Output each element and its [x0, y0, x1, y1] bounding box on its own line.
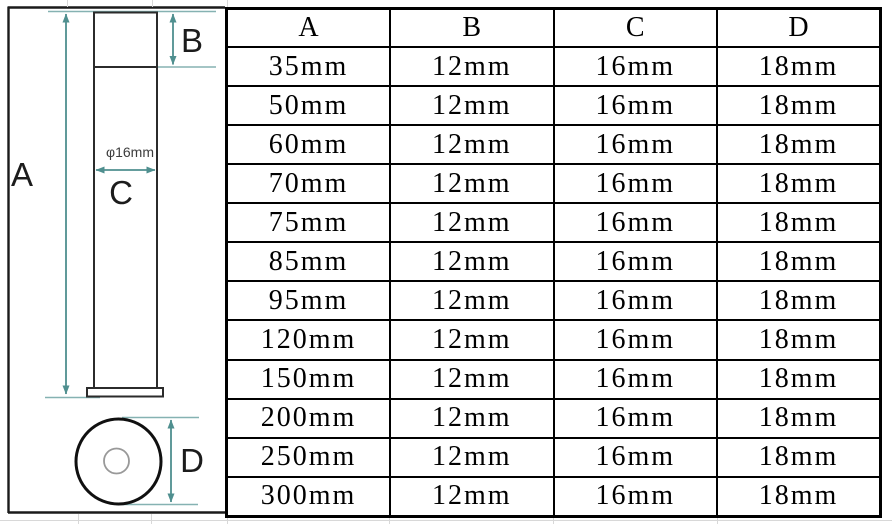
table-cell: 12mm [390, 399, 554, 438]
table-cell: 16mm [554, 477, 718, 517]
table-cell: 18mm [717, 242, 881, 281]
table-cell: 18mm [717, 164, 881, 203]
gridline-stub [227, 0, 228, 7]
table-cell: 50mm [227, 86, 391, 125]
table-cell: 12mm [390, 281, 554, 320]
header-row [227, 9, 881, 48]
table-row [227, 164, 881, 203]
table-cell: 95mm [227, 281, 391, 320]
table-cell: 12mm [390, 86, 554, 125]
gridline-stub [78, 514, 79, 524]
table-cell: 200mm [227, 399, 391, 438]
column-header-c: C [554, 9, 718, 48]
base-flange [87, 388, 163, 397]
table-cell: 12mm [390, 320, 554, 359]
table-cell: 12mm [390, 164, 554, 203]
table-cell: 16mm [554, 125, 718, 164]
column-header-d: D [717, 9, 881, 48]
table-cell: 12mm [390, 242, 554, 281]
table-cell: 12mm [390, 203, 554, 242]
table-row [227, 360, 881, 399]
table-row [227, 399, 881, 438]
gridline-bottom-horizontal [0, 520, 892, 521]
table-cell: 16mm [554, 242, 718, 281]
table-row [227, 47, 881, 86]
table-cell: 18mm [717, 281, 881, 320]
table-row [227, 281, 881, 320]
table-cell: 16mm [554, 320, 718, 359]
table-cell: 16mm [554, 203, 718, 242]
table-cell: 75mm [227, 203, 391, 242]
gridline-stub [152, 0, 153, 7]
table-cell: 16mm [554, 86, 718, 125]
table-row [227, 125, 881, 164]
dimension-label-b: B [180, 22, 204, 59]
table-cell: 16mm [554, 47, 718, 86]
dimension-table [225, 7, 882, 518]
technical-drawing [0, 0, 225, 524]
table-cell: 120mm [227, 320, 391, 359]
table-cell: 35mm [227, 47, 391, 86]
gridline-stub [389, 518, 390, 524]
bottom-view-inner-circle [104, 449, 129, 474]
table-cell: 16mm [554, 438, 718, 477]
table-cell: 12mm [390, 47, 554, 86]
table-header [227, 9, 881, 48]
table-cell: 16mm [554, 399, 718, 438]
gridline-stub [717, 518, 718, 524]
table-cell: 300mm [227, 477, 391, 517]
table-cell: 16mm [554, 164, 718, 203]
dimension-label-c: C [109, 174, 133, 211]
table-cell: 18mm [717, 438, 881, 477]
table-cell: 18mm [717, 125, 881, 164]
table-row [227, 320, 881, 359]
spec-table-body [227, 47, 881, 517]
column-header-b: B [390, 9, 554, 48]
table-cell: 85mm [227, 242, 391, 281]
table-row [227, 203, 881, 242]
table-cell: 70mm [227, 164, 391, 203]
dimension-label-d: D [180, 442, 204, 479]
gridline-stub [67, 0, 68, 7]
dimension-label-a: A [10, 156, 34, 193]
table-cell: 12mm [390, 438, 554, 477]
column-header-a: A [227, 9, 391, 48]
table-cell: 16mm [554, 360, 718, 399]
table-cell: 18mm [717, 320, 881, 359]
table-row [227, 86, 881, 125]
table-cell: 18mm [717, 47, 881, 86]
gridline-stub [553, 518, 554, 524]
table-row [227, 438, 881, 477]
table-cell: 12mm [390, 125, 554, 164]
table-cell: 18mm [717, 360, 881, 399]
table-cell: 12mm [390, 477, 554, 517]
table-cell: 18mm [717, 399, 881, 438]
diameter-annotation: φ16mm [106, 144, 154, 160]
table-cell: 18mm [717, 86, 881, 125]
table-cell: 12mm [390, 360, 554, 399]
table-cell: 250mm [227, 438, 391, 477]
gridline-stub [151, 514, 152, 524]
gridline-stub [227, 518, 228, 524]
table-cell: 18mm [717, 477, 881, 517]
table-cell: 18mm [717, 203, 881, 242]
table-cell: 60mm [227, 125, 391, 164]
table-row [227, 477, 881, 517]
table-cell: 150mm [227, 360, 391, 399]
table-row [227, 242, 881, 281]
table-cell: 16mm [554, 281, 718, 320]
